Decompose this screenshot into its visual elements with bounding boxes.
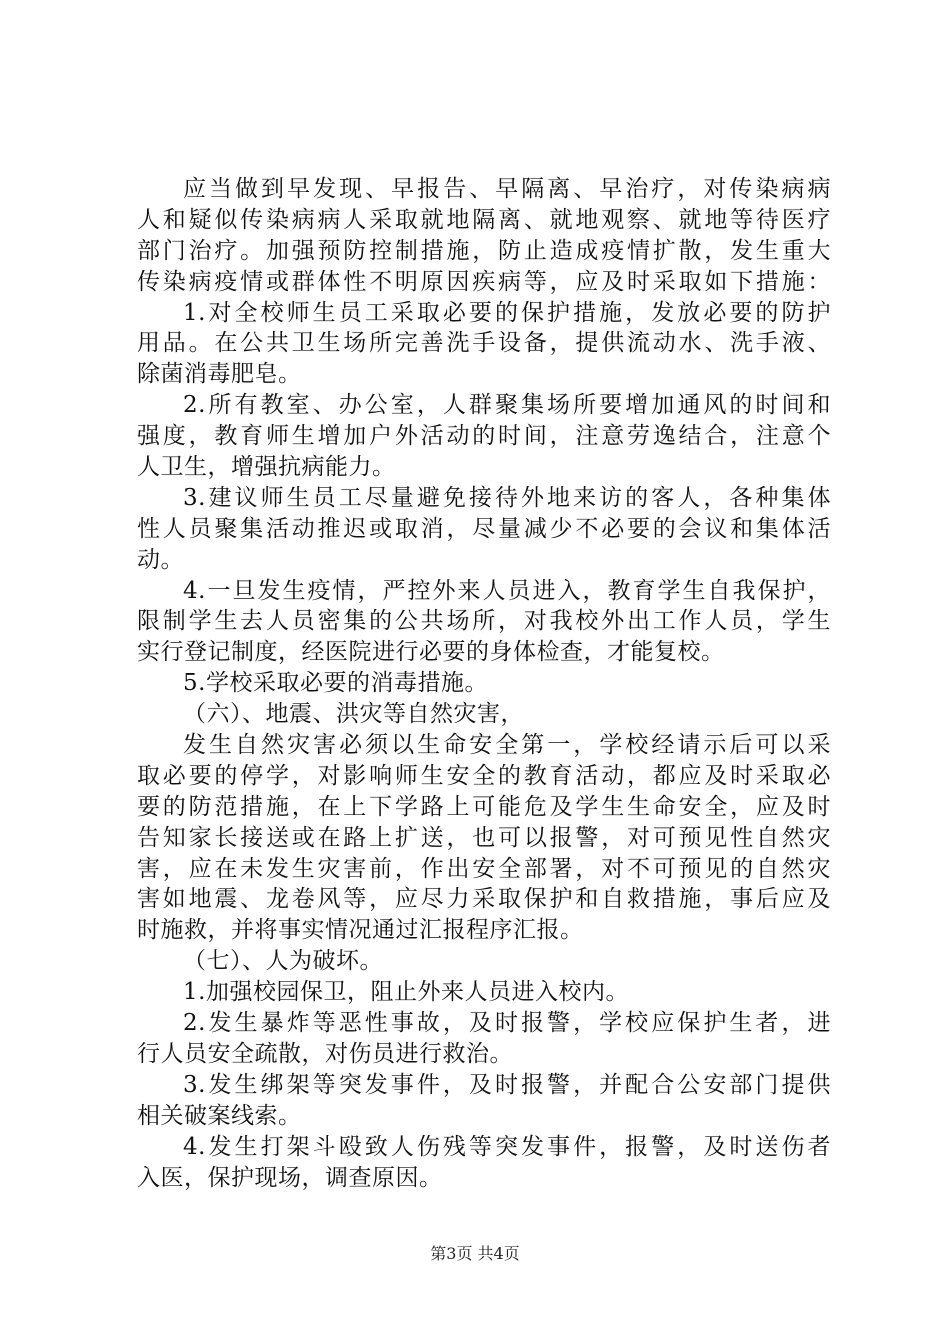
text-line: 用品。在公共卫生场所完善洗手设备，提供流动水、洗手液、 <box>137 330 831 357</box>
page-footer: 第3页 共4页 <box>430 1244 520 1263</box>
text-line: 实行登记制度，经医院进行必要的身体检查，才能复校。 <box>137 639 725 666</box>
text-line: 动。 <box>137 546 184 573</box>
text-line: 性人员聚集活动推迟或取消，尽量减少不必要的会议和集体活 <box>137 515 831 542</box>
text-line: 相关破案线索。 <box>137 1102 302 1129</box>
text-line: 3.发生绑架等突发事件，及时报警，并配合公安部门提供 <box>183 1071 831 1098</box>
text-line: 5.学校采取必要的消毒措施。 <box>183 670 488 697</box>
text-line: 害，应在未发生灾害前，作出安全部署，对不可预见的自然灾 <box>137 855 831 882</box>
text-line: 4.发生打架斗殴致人伤残等突发事件，报警，及时送伤者 <box>183 1133 831 1160</box>
text-line: 1.对全校师生员工采取必要的保护措施，发放必要的防护 <box>183 299 831 326</box>
text-line: 要的防范措施，在上下学路上可能危及学生生命安全，应及时 <box>137 793 831 820</box>
text-line: （七）、人为破坏。 <box>183 948 383 975</box>
text-line: 应当做到早发现、早报告、早隔离、早治疗，对传染病病 <box>183 176 831 202</box>
text-line: 强度，教育师生增加户外活动的时间，注意劳逸结合，注意个 <box>137 423 831 450</box>
text-line: 限制学生去人员密集的公共场所，对我校外出工作人员，学生 <box>137 608 831 635</box>
text-line: 人和疑似传染病病人采取就地隔离、就地观察、就地等待医疗 <box>137 206 831 233</box>
text-line: 3.建议师生员工尽量避免接待外地来访的客人，各种集体 <box>183 484 831 511</box>
text-line: 行人员安全疏散，对伤员进行救治。 <box>137 1040 513 1067</box>
text-line: 入医，保护现场，调查原因。 <box>137 1164 443 1191</box>
text-line: 害如地震、龙卷风等，应尽力采取保护和自救措施，事后应及 <box>137 886 831 913</box>
document-body <box>137 174 831 1193</box>
text-line: 4.一旦发生疫情，严控外来人员进入，教育学生自我保护， <box>183 577 831 604</box>
text-line: 部门治疗。加强预防控制措施，防止造成疫情扩散，发生重大 <box>137 237 831 264</box>
text-line: 取必要的停学，对影响师生安全的教育活动，都应及时采取必 <box>137 762 831 789</box>
text-line: 告知家长接送或在路上扩送，也可以报警，对可预见性自然灾 <box>137 824 831 851</box>
text-line: 1.加强校园保卫，阻止外来人员进入校内。 <box>183 979 629 1006</box>
text-line: 2.所有教室、办公室，人群聚集场所要增加通风的时间和 <box>183 392 831 419</box>
text-line: （六）、地震、洪灾等自然灾害， <box>183 701 524 728</box>
text-line: 2.发生暴炸等恶性事故，及时报警，学校应保护生者，进 <box>183 1010 831 1037</box>
text-line: 发生自然灾害必须以生命安全第一，学校经请示后可以采 <box>183 732 831 759</box>
text-line: 时施救，并将事实情况通过汇报程序汇报。 <box>137 917 584 944</box>
text-line: 传染病疫情或群体性不明原因疾病等，应及时采取如下措施： <box>137 268 831 295</box>
text-line: 除菌消毒肥皂。 <box>137 361 302 388</box>
text-line: 人卫生，增强抗病能力。 <box>137 454 396 481</box>
